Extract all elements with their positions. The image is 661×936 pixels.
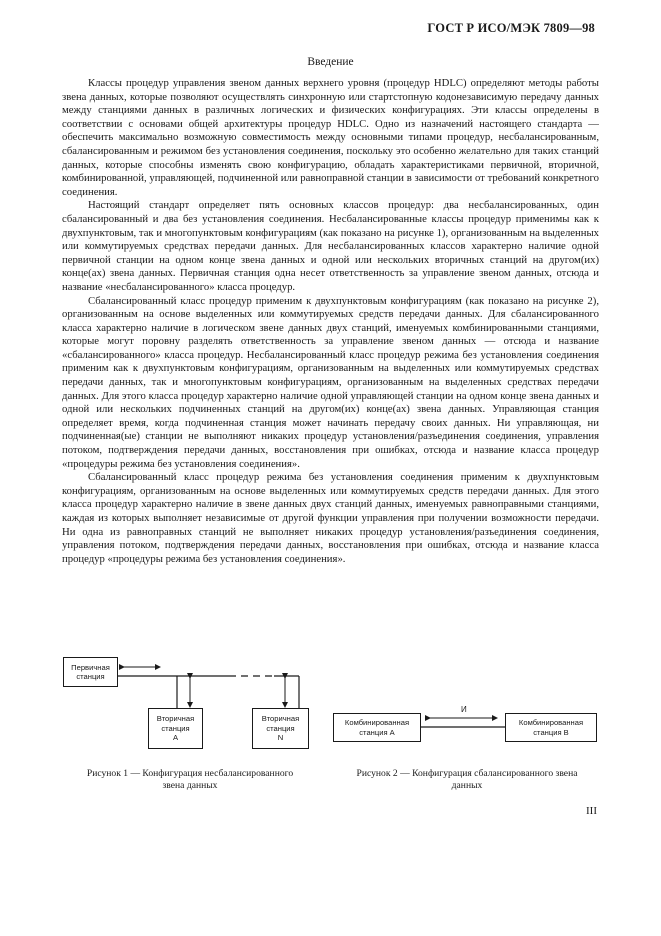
secondary-n-line2: станция (266, 723, 295, 733)
primary-station-line1: Первичная (71, 662, 110, 672)
primary-station-box (63, 657, 118, 687)
figure-1-caption-line2: звена данных (162, 779, 218, 791)
fig2-link-label: И (461, 705, 467, 714)
secondary-a-line2: станция (161, 723, 190, 733)
combined-b-line1: Комбинированная (518, 718, 584, 727)
figure-1-caption-line1: Рисунок 1 — Конфигурация несбалансированного (86, 768, 294, 779)
combined-station-a-box (333, 713, 421, 742)
page-number: III (586, 805, 597, 817)
secondary-n-line1: Вторичная (261, 714, 300, 724)
paragraph-3: Сбалансированный класс процедур применим к двухпунктовым конфигурациям (как показано на рисунке 2), организованным на основе выделенных или коммутируемых средств передачи данных. Для сбалансированного класса характерно наличие в логическом звене данных двух станций, именуемых комбинированными станциями, которые могут поровну разделять ответственность за управление звеном данных — отсюда и название «сбалансированного» класса процедур. Несбалансированный класс процедур режима без установления соединения применим как к двухпунктовым конфигурациям, организованным на выделенных или коммутируемых средствах передачи данных, так и многопунктовым конфигурациям, организованным на выделенных средствах передачи данных. Для этого класса процедур характерно наличие одной управляющей станции на одном конце звена данных и одной или нескольких подчиненных станций на другом(их) конце(ах) звена данных. Управляющая станция определяет время, когда подчиненная станция может начинать передачу своих данных. Ни управляющая, ни подчиненная(ые) станции не выполняют никаких процедур установления/разъединения соединения, управления потоком, подтверждения передачи данных, восстановления при ошибках, отсюда и название класса процедур «процедуры режима без установления соединения». (62, 294, 599, 470)
combined-b-line2: станция В (533, 727, 569, 737)
secondary-station-n-box (252, 708, 309, 749)
primary-station-line2: станция (76, 672, 105, 681)
paragraph-2: Настоящий стандарт определяет пять основных классов процедур: два несбалансированных, один сбалансированный и два без установления соединения. Несбалансированные классы процедур применимы как к двухпунктовым, так и многопунктовым конфигурациям (как показано на рисунке 1), организованным на выделенных или коммутируемых средствах передачи данных. Для несбалансированных классов характерно наличие одной первичной станции на одном конце звена данных и одной или нескольких вторичных станций на другом(их) конце(ах) звена данных. Первичная станция одна несет ответственность за управление звеном данных, отсюда и название «несбалансированного» класса процедур. (62, 199, 599, 293)
combined-a-line1: Комбинированная (344, 718, 410, 727)
secondary-a-line1: Вторичная (156, 714, 195, 724)
paragraph-1: Классы процедур управления звеном данных верхнего уровня (процедур HDLC) определяют методы работы звена данных, которые позволяют осуществлять синхронную или стартстопную кодонезависимую передачу данных между станциями данных в различных логических и физических конфигурациях. Эти классы определены в соответствии с основами общей архитектуры процедур HDLC. Одно из назначений настоящего стандарта — обеспечить максимально возможную совместимость между основными типами процедур, несбалансированным, сбалансированным и режимом без установления соединения, поскольку это особенно желательно для таких станций данных, которые способны изменять свою конфигурацию, обладать характеристиками первичной, вторичной, комбинированной, управляющей, подчиненной или равноправной станции в зависимости от требований конкретного соединения. (62, 77, 599, 198)
section-title: Введение (307, 56, 354, 68)
document-header: ГОСТ Р ИСО/МЭК 7809—98 (427, 21, 595, 35)
secondary-n-line3: N (277, 733, 284, 743)
figure-1-caption (60, 768, 320, 791)
figure-2-caption-line1: Рисунок 2 — Конфигурация сбалансированного звена (356, 768, 578, 779)
combined-a-line2: станция А (359, 727, 395, 737)
secondary-station-a-box (148, 708, 203, 749)
combined-station-b-box (505, 713, 597, 742)
figure-2-caption (332, 768, 602, 791)
body-text (62, 77, 599, 566)
figure-2-caption-line2: данных (451, 779, 483, 791)
secondary-a-line3: А (172, 733, 179, 743)
paragraph-4: Сбалансированный класс процедур режима без установления соединения применим к двухпунктовым конфигурациям, организованным на основе выделенных или коммутируемых средств передачи данных. Для этого класса процедур характерно наличие в звене данных двух станций данных, именуемых равноправными станциями, каждая из которых выполняет независимые от другой функции управления при получении возможности передачи. Ни одна из равноправных станций не выполняет никаких процедур установления/разъединения соединения, управления потоком, подтверждения передачи данных, восстановления при ошибках, отсюда и название класса процедур «процедуры режима без установления соединения». (62, 471, 599, 565)
